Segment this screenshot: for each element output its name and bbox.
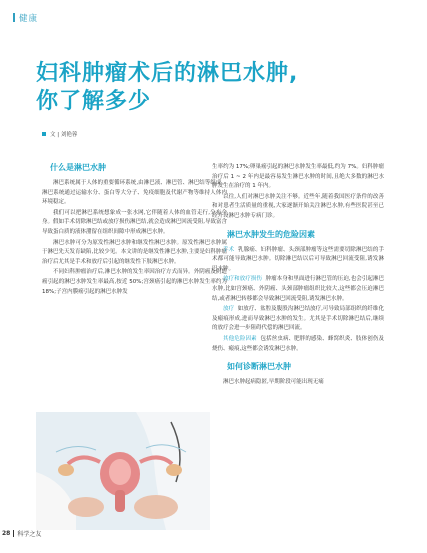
risk-item <box>212 335 384 354</box>
footer-separator <box>13 530 14 537</box>
risk-text: 肿瘤本身和里面进行淋巴管的压迫,也会引起淋巴水肿,比如宫颈癌、外阴癌、头颈部肿瘤组织比较大,这些都会压迫淋巴结,或者淋巴转移都会导致淋巴回流受阻,诱发淋巴水肿。 <box>212 276 384 302</box>
heading-what-is-lymphedema: 什么是淋巴水肿 <box>50 163 106 172</box>
author-line <box>42 130 77 138</box>
title-line-2: 你了解多少 <box>36 89 152 114</box>
risk-keyword: 放疗和放疗损伤 <box>223 276 262 283</box>
paragraph: 以往,人们对淋巴水肿关注不够。近些年,随着我国医疗条件的改善和对患者生活质量的重视,大家逐渐开始关注淋巴水肿,有些医院甚至已经开设淋巴水肿专病门诊。 <box>212 193 384 219</box>
paragraph: 淋巴水肿起病隐匿,早期阶段可能出现无痛 <box>223 379 324 386</box>
magazine-name: 科学之友 <box>17 531 42 538</box>
author-name: 文 | 刘艳蓉 <box>50 132 78 138</box>
paragraph: 生率约为 17%;卵巢癌引起的淋巴水肿发生率最低,约为 7%。妇科肿瘤治疗后 1 ~ 2 年内是最容易发生淋巴水肿的时间,且绝大多数的淋巴水肿发生在治疗的 1 年内。 <box>212 164 384 190</box>
page-number: 28 <box>2 530 11 537</box>
uterus-model-photo <box>36 412 210 530</box>
risk-keyword: 其他危险因素 <box>223 335 257 342</box>
page-footer <box>2 529 41 538</box>
risk-keyword: 手术 <box>223 246 235 253</box>
section-tag <box>13 12 38 24</box>
title-line-1: 妇科肿瘤术后的淋巴水肿, <box>36 61 299 86</box>
uterus-illustration <box>36 412 210 530</box>
paragraph: 淋巴系统属于人体的重要循环系统,由淋巴液、淋巴管、淋巴结等组成。淋巴系统通过运输水分、蛋白等大分子、免疫细胞及代谢产物等维持人体内环境稳定。 <box>42 180 227 206</box>
article-title <box>36 60 298 116</box>
paragraph: 不同妇科肿瘤治疗后,淋巴水肿的发生率因治疗方式而异。外阴癌及阴道癌引起的淋巴水肿发生率最高,按近 50%;宫颈癌引起的淋巴水肿发生率约为 18%;子宫内膜癌引起的淋巴水肿发 <box>42 269 227 295</box>
section-label: 健康 <box>19 14 39 24</box>
risk-text: 如放疗、盆腔及腹股沟淋巴结放疗,可导致局部组织的纤维化及瘢痕形成,进而导致淋巴水肿的发生。尤其是手术切除淋巴结后,继续的放疗会进一步阻碍代偿的淋巴回流。 <box>212 306 384 332</box>
paragraph: 我们可以把淋巴系统想象成一张水网,它伴随着人体的血管走行,分布全身。假如手术切除淋巴结或放疗损伤淋巴结,就会造成淋巴回流受阻,导致富含导致蛋白质的液体潴留在组织间隙中形成淋巴水肿。 <box>42 209 227 235</box>
left-column <box>42 158 227 298</box>
author-marker-icon <box>42 132 46 136</box>
risk-item <box>212 305 384 334</box>
section-bar <box>13 13 15 22</box>
risk-text: 包括丝虫病、肥胖的感染、蜂窝织炎、肢体创伤及烧伤、瘢痕,这些都会诱发淋巴水肿。 <box>212 335 384 352</box>
right-column <box>212 163 384 389</box>
paragraph: 淋巴水肿可分为原发性淋巴水肿和继发性淋巴水肿。原发性淋巴水肿属于淋巴先天发育缺陷,比较少见。本文讲的是继发性淋巴水肿,主要是妇科肿瘤治疗后尤其是手术和放疗后引起的继发性下肢淋巴水肿。 <box>42 239 227 265</box>
risk-item <box>212 246 384 275</box>
risk-item <box>212 275 384 304</box>
risk-text: 乳腺癌、妇科肿瘤、头颈部肿瘤等这些需要切除淋巴结的手术都可能导致淋巴水肿。切除淋巴结以后可导致淋巴回流受阻,诱发淋巴水肿。 <box>212 246 384 272</box>
risk-keyword: 放疗 <box>223 306 235 313</box>
heading-risk-factors: 淋巴水肿发生的危险因素 <box>227 229 315 239</box>
heading-diagnosis: 如何诊断淋巴水肿 <box>227 362 291 372</box>
